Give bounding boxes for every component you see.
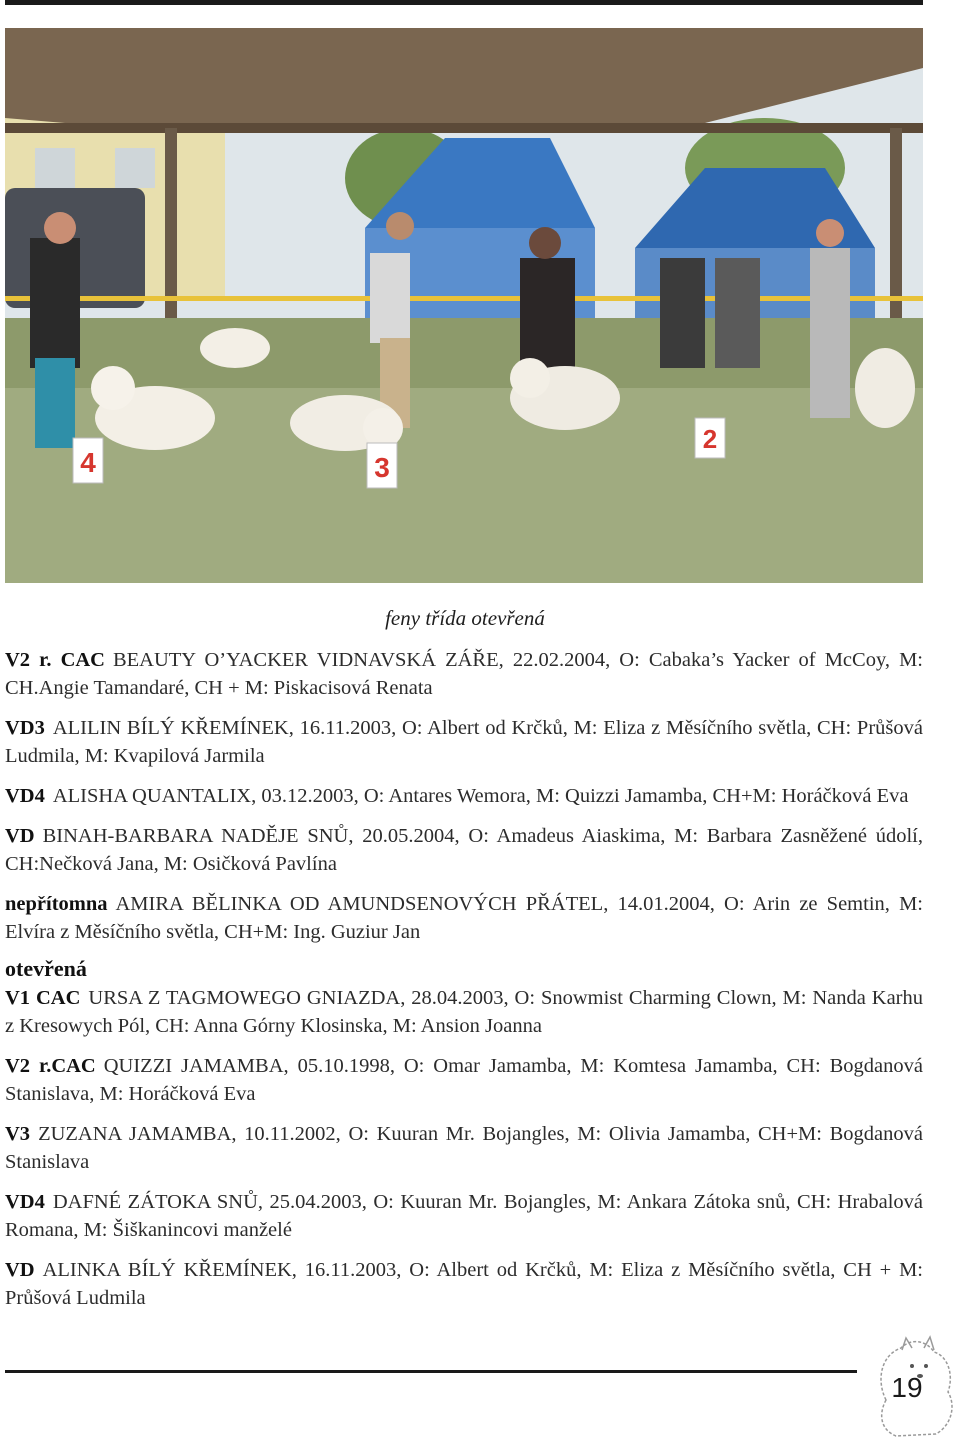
result-entry [5,1256,923,1312]
result-entry [5,1052,923,1108]
entry-text: ALINKA BÍLÝ KŘEMÍNEK, 16.11.2003, O: Albert od Krčků, M: Eliza z Měsíčního světla, CH + M: Průšová Ludmila [5,1259,923,1309]
samoyed-dog [200,328,270,368]
svg-text:2: 2 [702,424,718,454]
result-entry [5,890,923,946]
samoyed-dog [855,348,915,428]
entry-text: ZUZANA JAMAMBA, 10.11.2002, O: Kuuran Mr. Bojangles, M: Olivia Jamamba, CH+M: Bogdanová Stanislava [5,1123,923,1173]
result-entry [5,1188,923,1244]
entry-text: AMIRA BĚLINKA OD AMUNDSENOVÝCH PŘÁTEL, 14.01.2004, O: Arin ze Semtin, M: Elvíra z Měsíčního světla, CH+M: Ing. Guziur Jan [5,893,923,943]
footer-rule [5,1370,857,1373]
entry-text: BINAH-BARBARA NADĚJE SNŮ, 20.05.2004, O: Amadeus Aiaskima, M: Barbara Zasněžené údolí, CH:Nečková Jana, M: Osičková Pavlína [5,825,923,875]
result-entry [5,782,923,810]
result-entry [5,984,923,1040]
grade-label: VD [5,1259,35,1281]
top-rule [5,0,923,5]
entry-text: QUIZZI JAMAMBA, 05.10.1998, O: Omar Jamamba, M: Komtesa Jamamba, CH: Bogdanová Stanislava, M: Horáčková Eva [5,1055,923,1105]
entry-text: ALILIN BÍLÝ KŘEMÍNEK, 16.11.2003, O: Albert od Krčků, M: Eliza z Měsíčního světla, CH: Průšová Ludmila, M: Kvapilová Jarmila [5,717,923,767]
person [370,253,410,343]
result-entry [5,714,923,770]
person [30,238,80,368]
dog-show-photo-drawing [5,28,923,583]
grade-label: V3 [5,1123,31,1145]
result-entry [5,822,923,878]
section-title: feny třída otevřená [385,606,545,630]
entry-text: ALISHA QUANTALIX, 03.12.2003, O: Antares Wemora, M: Quizzi Jamamba, CH+M: Horáčková Eva [52,785,909,807]
dog-show-photo [5,28,923,583]
results-list [5,646,923,1324]
page-number: 19 [891,1372,923,1403]
grade-label: VD3 [5,717,45,739]
grade-label: V1 CAC [5,987,81,1009]
grade-label: VD4 [5,1191,45,1213]
class-heading: otevřená [5,956,87,981]
grade-label: nepřítomna [5,893,108,915]
svg-text:3: 3 [374,452,390,483]
result-entry [5,646,923,702]
person [810,248,850,418]
grade-label: V2 r. CAC [5,649,105,671]
entry-text: BEAUTY O’YACKER VIDNAVSKÁ ZÁŘE, 22.02.2004, O: Cabaka’s Yacker of McCoy, M: CH.Angie Tamandaré, CH + M: Piskacisová Renata [5,649,923,699]
svg-text:4: 4 [80,447,96,478]
grade-label: VD4 [5,785,45,807]
grade-label: V2 r.CAC [5,1055,96,1077]
entry-text: DAFNÉ ZÁTOKA SNŮ, 25.04.2003, O: Kuuran Mr. Bojangles, M: Ankara Zátoka snů, CH: Hrabalová Romana, M: Šiškanincovi manželé [5,1191,923,1241]
entry-text: URSA Z TAGMOWEGO GNIAZDA, 28.04.2003, O: Snowmist Charming Clown, M: Nanda Karhu z Kresowych Pól, CH: Anna Górny Klosinska, M: Ansion Joanna [5,987,924,1037]
result-entry [5,1120,923,1176]
grade-label: VD [5,825,35,847]
